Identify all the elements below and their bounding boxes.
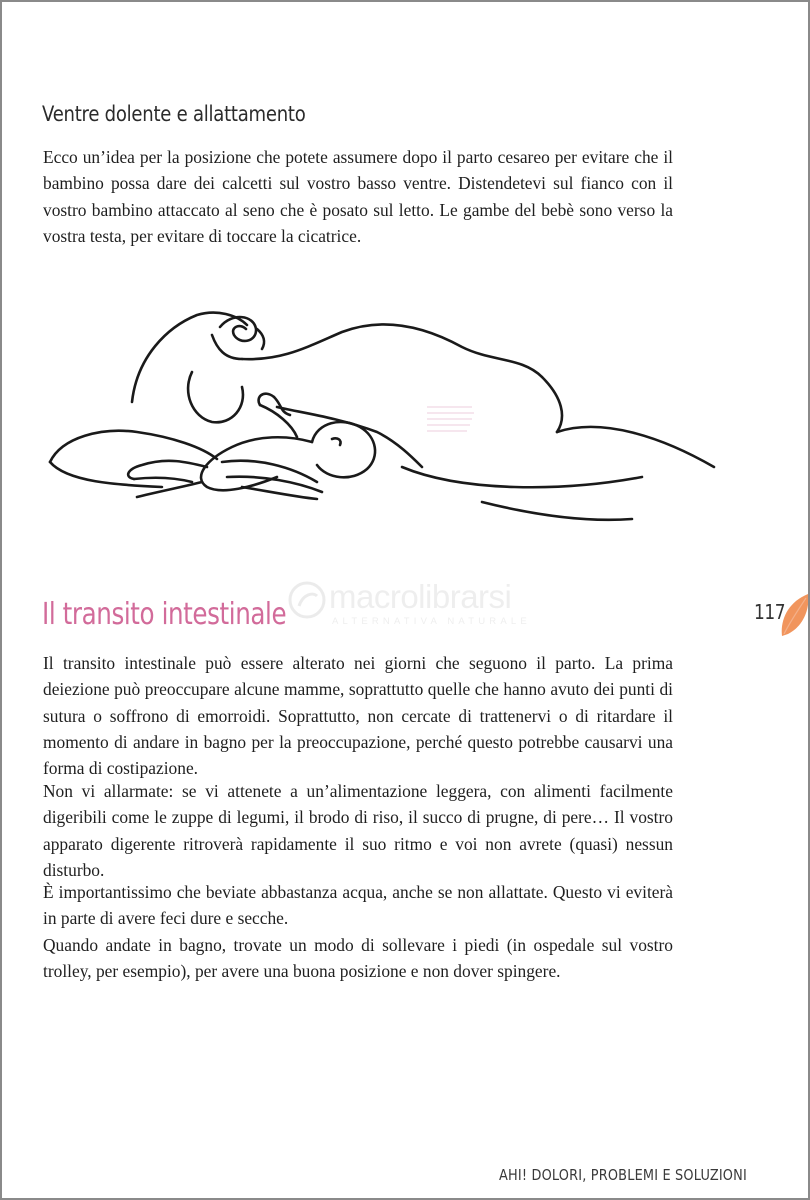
mother-nursing-baby-lying-illustration	[42, 287, 722, 552]
page-number: 117	[754, 600, 786, 624]
watermark-tagline: ALTERNATIVA NATURALE	[332, 616, 531, 627]
section-heading-ventre-dolente: Ventre dolente e allattamento	[42, 102, 306, 126]
section2-paragraph-3: È importantissimo che beviate abbastanza acqua, anche se non allattate. Questo vi eviterà in parte di avere feci dure e secche.	[43, 882, 673, 929]
section1-paragraph: Ecco un’idea per la posizione che potete assumere dopo il parto cesareo per evitare che il bambino possa dare dei calcetti sul vostro basso ventre. Distendetevi sul fianco con il vostro bambino attaccato al seno che è posato sul letto. Le gambe del bebè sono verso la vostra testa, per evitare di toccare la cicatrice.	[43, 147, 673, 246]
watermark-brand: macrolibrarsi	[329, 578, 512, 615]
section-heading-transito-intestinale: Il transito intestinale	[42, 597, 287, 632]
macrolibrarsi-logo-icon	[287, 580, 327, 620]
watermark	[287, 574, 567, 634]
section2-paragraph-2: Non vi allarmate: se vi attenete a un’alimentazione leggera, con alimenti facilmente digeribili come le zuppe di legumi, il brodo di riso, il succo di prugne, di pere… Il vostro apparato digerente ritroverà rapidamente il suo ritmo e voi non avrete (quasi) nessun disturbo.	[43, 781, 673, 880]
running-footer: AHI! DOLORI, PROBLEMI E SOLUZIONI	[499, 1166, 747, 1184]
section2-paragraph-1: Il transito intestinale può essere alterato nei giorni che seguono il parto. La prima deiezione può preoccupare alcune mamme, soprattutto quelle che hanno avuto dei punti di sutura o soffrono di emorroidi. Soprattutto, non cercate di trattenervi o di ritardare il momento di andare in bagno per la preoccupazione, perché questo potrebbe causarvi una forma di costipazione.	[43, 653, 673, 779]
leaf-icon	[778, 590, 810, 640]
section2-paragraph-4: Quando andate in bagno, trovate un modo di sollevare i piedi (in ospedale sul vostro trolley, per esempio), per avere una buona posizione e non dover spingere.	[43, 935, 673, 982]
